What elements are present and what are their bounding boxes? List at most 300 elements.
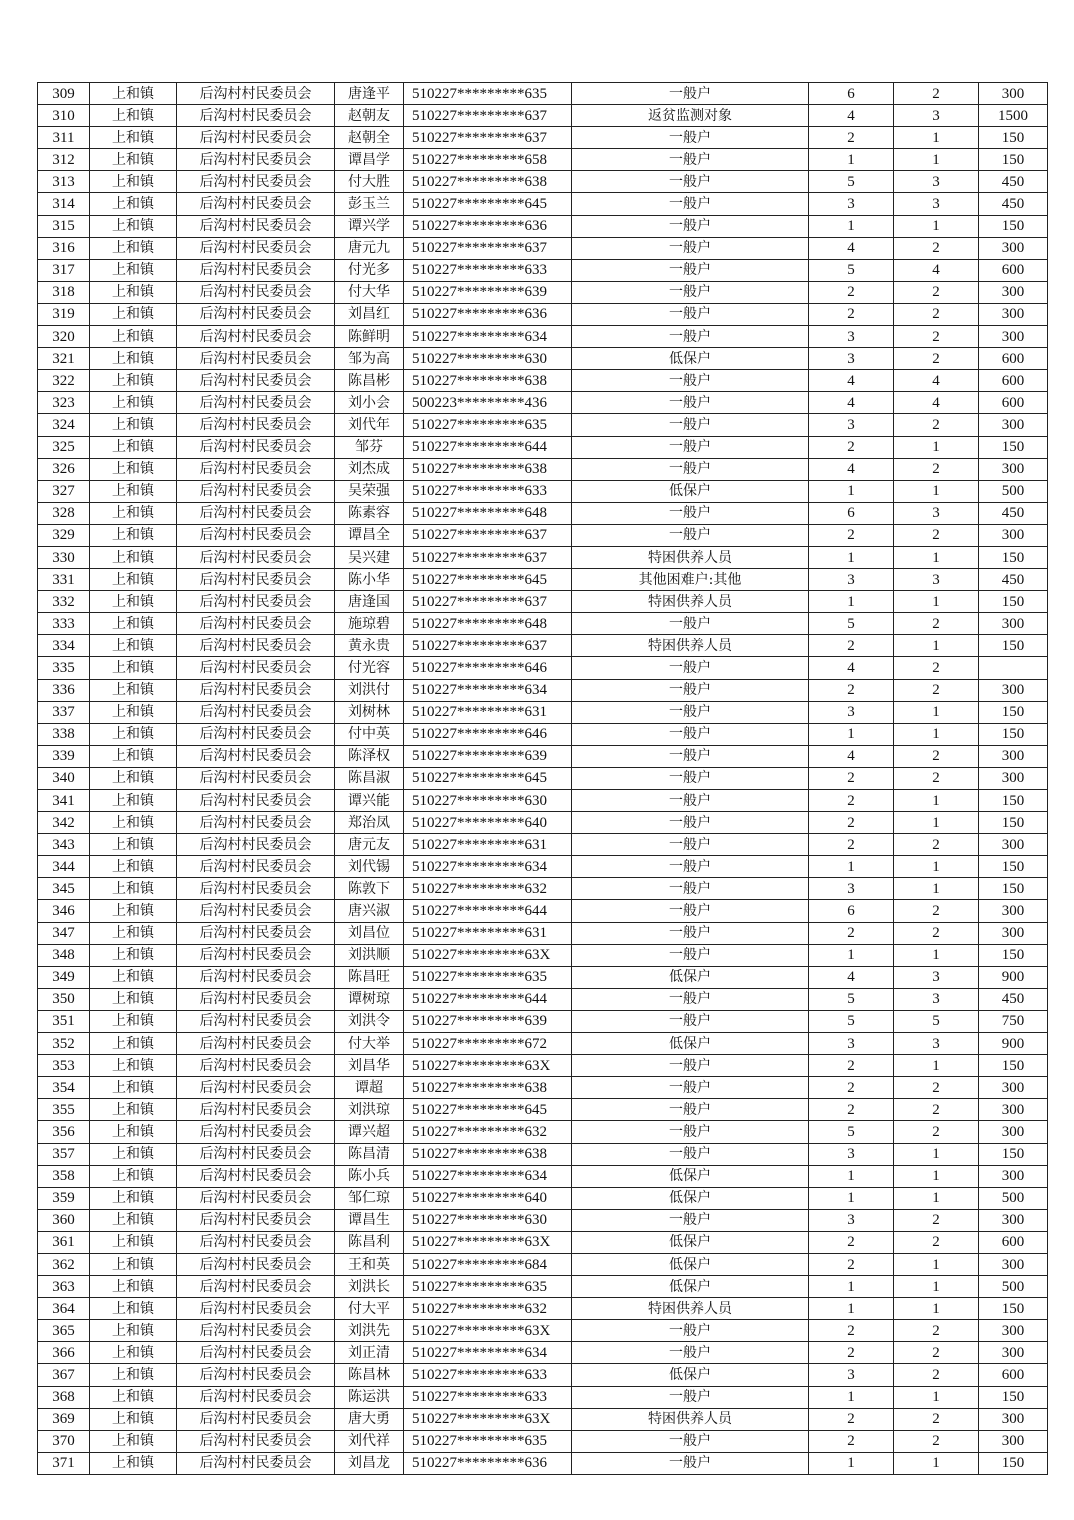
beneficiary-count-cell: 2 [894, 834, 979, 856]
town-cell: 上和镇 [90, 1099, 177, 1121]
id-number-cell: 510227*********637 [404, 591, 572, 613]
beneficiary-count-cell: 1 [894, 878, 979, 900]
id-number-cell: 510227*********684 [404, 1253, 572, 1275]
town-cell: 上和镇 [90, 1010, 177, 1032]
beneficiary-count-cell: 2 [894, 1430, 979, 1452]
person-name-cell: 陈昌淑 [335, 767, 404, 789]
household-type-cell: 一般户 [572, 856, 809, 878]
town-cell: 上和镇 [90, 1033, 177, 1055]
table-row [38, 1276, 1048, 1298]
amount-cell: 300 [979, 1077, 1048, 1099]
household-type-cell: 一般户 [572, 215, 809, 237]
town-cell: 上和镇 [90, 1055, 177, 1077]
amount-cell: 600 [979, 1231, 1048, 1253]
amount-cell: 150 [979, 812, 1048, 834]
table-row [38, 1364, 1048, 1386]
town-cell: 上和镇 [90, 790, 177, 812]
town-cell: 上和镇 [90, 1386, 177, 1408]
amount-cell: 600 [979, 392, 1048, 414]
row-number-cell: 360 [38, 1209, 90, 1231]
household-type-cell: 特困供养人员 [572, 546, 809, 568]
person-name-cell: 付大举 [335, 1033, 404, 1055]
household-type-cell: 一般户 [572, 414, 809, 436]
household-size-cell: 2 [809, 1430, 894, 1452]
id-number-cell: 510227*********640 [404, 812, 572, 834]
table-row [38, 149, 1048, 171]
town-cell: 上和镇 [90, 524, 177, 546]
beneficiary-count-cell: 3 [894, 988, 979, 1010]
beneficiary-count-cell: 1 [894, 1143, 979, 1165]
household-type-cell: 一般户 [572, 193, 809, 215]
id-number-cell: 510227*********672 [404, 1033, 572, 1055]
amount-cell: 300 [979, 767, 1048, 789]
town-cell: 上和镇 [90, 657, 177, 679]
id-number-cell: 510227*********637 [404, 635, 572, 657]
household-type-cell: 一般户 [572, 944, 809, 966]
beneficiary-count-cell: 2 [894, 1121, 979, 1143]
id-number-cell: 510227*********635 [404, 966, 572, 988]
village-committee-cell: 后沟村村民委员会 [177, 326, 335, 348]
table-row [38, 591, 1048, 613]
village-committee-cell: 后沟村村民委员会 [177, 237, 335, 259]
amount-cell: 150 [979, 635, 1048, 657]
household-size-cell: 4 [809, 237, 894, 259]
town-cell: 上和镇 [90, 149, 177, 171]
town-cell: 上和镇 [90, 326, 177, 348]
beneficiary-count-cell: 4 [894, 259, 979, 281]
table-row [38, 303, 1048, 325]
village-committee-cell: 后沟村村民委员会 [177, 1320, 335, 1342]
person-name-cell: 唐大勇 [335, 1408, 404, 1430]
row-number-cell: 357 [38, 1143, 90, 1165]
village-committee-cell: 后沟村村民委员会 [177, 613, 335, 635]
person-name-cell: 邹芬 [335, 436, 404, 458]
household-size-cell: 6 [809, 900, 894, 922]
id-number-cell: 510227*********645 [404, 1099, 572, 1121]
amount-cell: 450 [979, 502, 1048, 524]
id-number-cell: 510227*********634 [404, 679, 572, 701]
village-committee-cell: 后沟村村民委员会 [177, 259, 335, 281]
beneficiary-count-cell: 1 [894, 127, 979, 149]
person-name-cell: 谭超 [335, 1077, 404, 1099]
village-committee-cell: 后沟村村民委员会 [177, 127, 335, 149]
person-name-cell: 谭昌生 [335, 1209, 404, 1231]
person-name-cell: 陈运洪 [335, 1386, 404, 1408]
table-body [38, 83, 1048, 1475]
village-committee-cell: 后沟村村民委员会 [177, 1055, 335, 1077]
row-number-cell: 351 [38, 1010, 90, 1032]
row-number-cell: 356 [38, 1121, 90, 1143]
id-number-cell: 510227*********639 [404, 745, 572, 767]
person-name-cell: 付大华 [335, 281, 404, 303]
household-size-cell: 3 [809, 193, 894, 215]
beneficiary-count-cell: 2 [894, 1364, 979, 1386]
household-type-cell: 一般户 [572, 1342, 809, 1364]
id-number-cell: 510227*********633 [404, 1364, 572, 1386]
row-number-cell: 371 [38, 1452, 90, 1474]
table-row [38, 569, 1048, 591]
household-size-cell: 5 [809, 613, 894, 635]
person-name-cell: 刘洪付 [335, 679, 404, 701]
household-type-cell: 一般户 [572, 281, 809, 303]
amount-cell: 150 [979, 546, 1048, 568]
amount-cell: 150 [979, 127, 1048, 149]
row-number-cell: 336 [38, 679, 90, 701]
village-committee-cell: 后沟村村民委员会 [177, 1010, 335, 1032]
row-number-cell: 310 [38, 105, 90, 127]
table-row [38, 502, 1048, 524]
village-committee-cell: 后沟村村民委员会 [177, 348, 335, 370]
household-type-cell: 一般户 [572, 1430, 809, 1452]
amount-cell: 300 [979, 1408, 1048, 1430]
person-name-cell: 陈昌林 [335, 1364, 404, 1386]
id-number-cell: 510227*********646 [404, 657, 572, 679]
person-name-cell: 陈昌旺 [335, 966, 404, 988]
row-number-cell: 346 [38, 900, 90, 922]
town-cell: 上和镇 [90, 1452, 177, 1474]
town-cell: 上和镇 [90, 635, 177, 657]
household-type-cell: 一般户 [572, 657, 809, 679]
beneficiary-count-cell: 3 [894, 966, 979, 988]
beneficiary-count-cell: 1 [894, 812, 979, 834]
id-number-cell: 510227*********644 [404, 900, 572, 922]
beneficiary-count-cell: 1 [894, 944, 979, 966]
household-size-cell: 4 [809, 370, 894, 392]
row-number-cell: 341 [38, 790, 90, 812]
row-number-cell: 319 [38, 303, 90, 325]
household-size-cell: 2 [809, 436, 894, 458]
table-row [38, 1320, 1048, 1342]
id-number-cell: 510227*********640 [404, 1187, 572, 1209]
beneficiary-count-cell: 2 [894, 1077, 979, 1099]
town-cell: 上和镇 [90, 878, 177, 900]
person-name-cell: 刘树林 [335, 701, 404, 723]
amount-cell: 150 [979, 149, 1048, 171]
village-committee-cell: 后沟村村民委员会 [177, 657, 335, 679]
town-cell: 上和镇 [90, 856, 177, 878]
town-cell: 上和镇 [90, 1143, 177, 1165]
beneficiary-count-cell: 2 [894, 613, 979, 635]
town-cell: 上和镇 [90, 767, 177, 789]
amount-cell: 300 [979, 745, 1048, 767]
town-cell: 上和镇 [90, 922, 177, 944]
village-committee-cell: 后沟村村民委员会 [177, 635, 335, 657]
household-type-cell: 一般户 [572, 790, 809, 812]
village-committee-cell: 后沟村村民委员会 [177, 105, 335, 127]
row-number-cell: 317 [38, 259, 90, 281]
beneficiary-count-cell: 2 [894, 657, 979, 679]
amount-cell: 300 [979, 834, 1048, 856]
id-number-cell: 510227*********645 [404, 569, 572, 591]
table-row [38, 701, 1048, 723]
household-type-cell: 特困供养人员 [572, 635, 809, 657]
person-name-cell: 刘正清 [335, 1342, 404, 1364]
household-size-cell: 2 [809, 1077, 894, 1099]
town-cell: 上和镇 [90, 834, 177, 856]
town-cell: 上和镇 [90, 1364, 177, 1386]
row-number-cell: 358 [38, 1165, 90, 1187]
person-name-cell: 刘小会 [335, 392, 404, 414]
row-number-cell: 349 [38, 966, 90, 988]
amount-cell: 150 [979, 944, 1048, 966]
amount-cell: 150 [979, 878, 1048, 900]
village-committee-cell: 后沟村村民委员会 [177, 83, 335, 105]
village-committee-cell: 后沟村村民委员会 [177, 1253, 335, 1275]
village-committee-cell: 后沟村村民委员会 [177, 966, 335, 988]
beneficiary-count-cell: 2 [894, 237, 979, 259]
household-type-cell: 低保户 [572, 480, 809, 502]
amount-cell: 150 [979, 591, 1048, 613]
id-number-cell: 510227*********635 [404, 1430, 572, 1452]
village-committee-cell: 后沟村村民委员会 [177, 1165, 335, 1187]
beneficiary-count-cell: 1 [894, 1298, 979, 1320]
person-name-cell: 赵朝友 [335, 105, 404, 127]
household-size-cell: 2 [809, 1099, 894, 1121]
household-size-cell: 3 [809, 1209, 894, 1231]
village-committee-cell: 后沟村村民委员会 [177, 480, 335, 502]
amount-cell: 300 [979, 303, 1048, 325]
amount-cell: 600 [979, 348, 1048, 370]
village-committee-cell: 后沟村村民委员会 [177, 723, 335, 745]
id-number-cell: 510227*********634 [404, 326, 572, 348]
town-cell: 上和镇 [90, 480, 177, 502]
amount-cell: 300 [979, 1121, 1048, 1143]
town-cell: 上和镇 [90, 966, 177, 988]
village-committee-cell: 后沟村村民委员会 [177, 546, 335, 568]
beneficiary-count-cell: 4 [894, 392, 979, 414]
person-name-cell: 谭昌全 [335, 524, 404, 546]
person-name-cell: 刘洪琼 [335, 1099, 404, 1121]
town-cell: 上和镇 [90, 414, 177, 436]
table-row [38, 900, 1048, 922]
row-number-cell: 343 [38, 834, 90, 856]
village-committee-cell: 后沟村村民委员会 [177, 392, 335, 414]
amount-cell: 750 [979, 1010, 1048, 1032]
person-name-cell: 唐逢国 [335, 591, 404, 613]
table-row [38, 193, 1048, 215]
table-row [38, 878, 1048, 900]
amount-cell: 300 [979, 1342, 1048, 1364]
id-number-cell: 510227*********635 [404, 83, 572, 105]
beneficiary-count-cell: 1 [894, 1386, 979, 1408]
id-number-cell: 510227*********635 [404, 1276, 572, 1298]
row-number-cell: 313 [38, 171, 90, 193]
household-size-cell: 1 [809, 215, 894, 237]
household-size-cell: 2 [809, 1408, 894, 1430]
person-name-cell: 郑治凤 [335, 812, 404, 834]
amount-cell: 900 [979, 966, 1048, 988]
id-number-cell: 510227*********648 [404, 502, 572, 524]
row-number-cell: 348 [38, 944, 90, 966]
id-number-cell: 510227*********630 [404, 348, 572, 370]
table-row [38, 1055, 1048, 1077]
household-size-cell: 1 [809, 723, 894, 745]
table-row [38, 812, 1048, 834]
beneficiary-count-cell: 2 [894, 922, 979, 944]
household-size-cell: 2 [809, 281, 894, 303]
row-number-cell: 315 [38, 215, 90, 237]
person-name-cell: 陈小兵 [335, 1165, 404, 1187]
beneficiary-count-cell: 2 [894, 745, 979, 767]
household-type-cell: 返贫监测对象 [572, 105, 809, 127]
id-number-cell: 510227*********63X [404, 1055, 572, 1077]
town-cell: 上和镇 [90, 1320, 177, 1342]
household-size-cell: 1 [809, 1452, 894, 1474]
town-cell: 上和镇 [90, 1430, 177, 1452]
household-size-cell: 3 [809, 348, 894, 370]
id-number-cell: 510227*********648 [404, 613, 572, 635]
household-type-cell: 一般户 [572, 988, 809, 1010]
household-type-cell: 低保户 [572, 1033, 809, 1055]
amount-cell: 600 [979, 1364, 1048, 1386]
beneficiary-count-cell: 1 [894, 790, 979, 812]
person-name-cell: 谭兴超 [335, 1121, 404, 1143]
household-type-cell: 一般户 [572, 1143, 809, 1165]
village-committee-cell: 后沟村村民委员会 [177, 1209, 335, 1231]
id-number-cell: 510227*********636 [404, 303, 572, 325]
id-number-cell: 510227*********637 [404, 546, 572, 568]
table-row [38, 259, 1048, 281]
row-number-cell: 352 [38, 1033, 90, 1055]
household-size-cell: 2 [809, 1320, 894, 1342]
row-number-cell: 340 [38, 767, 90, 789]
amount-cell: 150 [979, 856, 1048, 878]
household-type-cell: 一般户 [572, 1010, 809, 1032]
town-cell: 上和镇 [90, 944, 177, 966]
village-committee-cell: 后沟村村民委员会 [177, 281, 335, 303]
beneficiary-count-cell: 3 [894, 1033, 979, 1055]
village-committee-cell: 后沟村村民委员会 [177, 900, 335, 922]
row-number-cell: 311 [38, 127, 90, 149]
row-number-cell: 334 [38, 635, 90, 657]
household-type-cell: 一般户 [572, 502, 809, 524]
table-row [38, 1231, 1048, 1253]
amount-cell: 300 [979, 1430, 1048, 1452]
row-number-cell: 366 [38, 1342, 90, 1364]
table-row [38, 436, 1048, 458]
beneficiary-count-cell: 2 [894, 281, 979, 303]
beneficiary-count-cell: 2 [894, 900, 979, 922]
table-row [38, 1408, 1048, 1430]
beneficiary-count-cell: 1 [894, 1165, 979, 1187]
table-row [38, 1010, 1048, 1032]
village-committee-cell: 后沟村村民委员会 [177, 1298, 335, 1320]
village-committee-cell: 后沟村村民委员会 [177, 171, 335, 193]
village-committee-cell: 后沟村村民委员会 [177, 436, 335, 458]
table-row [38, 83, 1048, 105]
amount-cell [979, 657, 1048, 679]
id-number-cell: 510227*********630 [404, 790, 572, 812]
id-number-cell: 510227*********63X [404, 1408, 572, 1430]
person-name-cell: 刘洪顺 [335, 944, 404, 966]
row-number-cell: 322 [38, 370, 90, 392]
town-cell: 上和镇 [90, 1165, 177, 1187]
person-name-cell: 唐元友 [335, 834, 404, 856]
beneficiary-count-cell: 3 [894, 569, 979, 591]
beneficiary-count-cell: 4 [894, 370, 979, 392]
household-size-cell: 6 [809, 83, 894, 105]
id-number-cell: 510227*********644 [404, 436, 572, 458]
household-type-cell: 低保户 [572, 1187, 809, 1209]
person-name-cell: 唐元九 [335, 237, 404, 259]
person-name-cell: 陈敦下 [335, 878, 404, 900]
village-committee-cell: 后沟村村民委员会 [177, 193, 335, 215]
person-name-cell: 黄永贵 [335, 635, 404, 657]
id-number-cell: 510227*********636 [404, 1452, 572, 1474]
household-type-cell: 一般户 [572, 392, 809, 414]
id-number-cell: 510227*********632 [404, 1121, 572, 1143]
household-size-cell: 5 [809, 171, 894, 193]
id-number-cell: 510227*********644 [404, 988, 572, 1010]
table-row [38, 1452, 1048, 1474]
row-number-cell: 355 [38, 1099, 90, 1121]
household-size-cell: 2 [809, 812, 894, 834]
person-name-cell: 彭玉兰 [335, 193, 404, 215]
table-row [38, 856, 1048, 878]
person-name-cell: 付光容 [335, 657, 404, 679]
amount-cell: 500 [979, 1187, 1048, 1209]
table-row [38, 613, 1048, 635]
household-type-cell: 一般户 [572, 436, 809, 458]
village-committee-cell: 后沟村村民委员会 [177, 569, 335, 591]
person-name-cell: 陈小华 [335, 569, 404, 591]
amount-cell: 600 [979, 259, 1048, 281]
table-row [38, 1209, 1048, 1231]
amount-cell: 450 [979, 988, 1048, 1010]
household-size-cell: 3 [809, 569, 894, 591]
table-row [38, 988, 1048, 1010]
row-number-cell: 365 [38, 1320, 90, 1342]
village-committee-cell: 后沟村村民委员会 [177, 1386, 335, 1408]
household-size-cell: 4 [809, 745, 894, 767]
table-row [38, 127, 1048, 149]
amount-cell: 500 [979, 480, 1048, 502]
beneficiary-count-cell: 2 [894, 303, 979, 325]
village-committee-cell: 后沟村村民委员会 [177, 834, 335, 856]
town-cell: 上和镇 [90, 281, 177, 303]
row-number-cell: 316 [38, 237, 90, 259]
table-row [38, 745, 1048, 767]
town-cell: 上和镇 [90, 1231, 177, 1253]
beneficiary-count-cell: 1 [894, 856, 979, 878]
id-number-cell: 510227*********635 [404, 414, 572, 436]
village-committee-cell: 后沟村村民委员会 [177, 1408, 335, 1430]
household-type-cell: 一般户 [572, 370, 809, 392]
id-number-cell: 510227*********645 [404, 767, 572, 789]
id-number-cell: 510227*********633 [404, 1386, 572, 1408]
row-number-cell: 370 [38, 1430, 90, 1452]
village-committee-cell: 后沟村村民委员会 [177, 303, 335, 325]
town-cell: 上和镇 [90, 1077, 177, 1099]
household-size-cell: 2 [809, 127, 894, 149]
id-number-cell: 510227*********646 [404, 723, 572, 745]
beneficiary-count-cell: 2 [894, 767, 979, 789]
village-committee-cell: 后沟村村民委员会 [177, 149, 335, 171]
beneficiary-count-cell: 1 [894, 149, 979, 171]
household-type-cell: 一般户 [572, 149, 809, 171]
row-number-cell: 325 [38, 436, 90, 458]
person-name-cell: 唐逢平 [335, 83, 404, 105]
person-name-cell: 施琼碧 [335, 613, 404, 635]
amount-cell: 300 [979, 1165, 1048, 1187]
village-committee-cell: 后沟村村民委员会 [177, 414, 335, 436]
household-size-cell: 2 [809, 790, 894, 812]
household-type-cell: 一般户 [572, 922, 809, 944]
row-number-cell: 318 [38, 281, 90, 303]
person-name-cell: 刘代锡 [335, 856, 404, 878]
amount-cell: 450 [979, 171, 1048, 193]
village-committee-cell: 后沟村村民委员会 [177, 1099, 335, 1121]
